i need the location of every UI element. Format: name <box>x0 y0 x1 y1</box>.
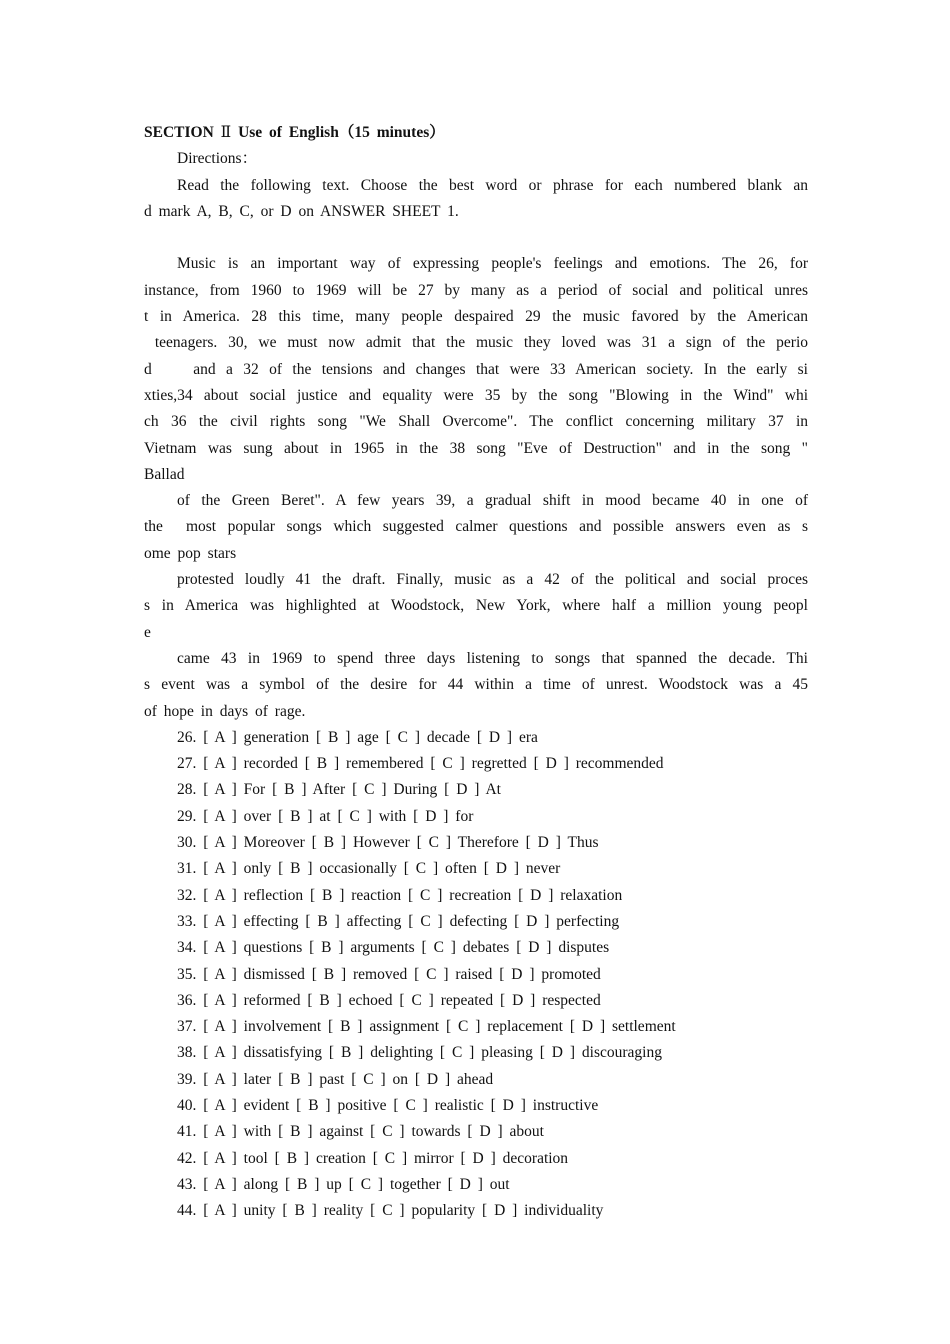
paragraph-gap <box>144 225 808 251</box>
option-row-32: 32. [ A ] reflection [ B ] reaction [ C ] recreation [ D ] relaxation <box>177 886 623 904</box>
passage <box>144 251 808 724</box>
passage-line: teenagers. 30, we must now admit that the music they loved was 31 a sign of the perio <box>144 334 808 352</box>
option-row-35: 35. [ A ] dismissed [ B ] removed [ C ] raised [ D ] promoted <box>177 965 601 983</box>
passage-line: of hope in days of rage. <box>144 702 306 720</box>
section-label: SECTION <box>144 124 214 141</box>
directions-line: Read the following text. Choose the best word or phrase for each numbered blank an <box>177 176 808 194</box>
passage-line: Music is an important way of expressing people's feelings and emotions. The 26, for <box>177 255 808 273</box>
passage-line: Vietnam was sung about in 1965 in the 38 song "Eve of Destruction" and in the song " <box>144 439 808 457</box>
section-roman-numeral: Ⅱ <box>220 124 232 141</box>
option-row-28: 28. [ A ] For [ B ] After [ C ] During [ D ] At <box>177 781 501 799</box>
document-page <box>144 120 808 1224</box>
directions-label: Directions： <box>177 150 258 168</box>
passage-line: protested loudly 41 the draft. Finally, music as a 42 of the political and social proces <box>177 571 808 589</box>
passage-line: ome pop stars <box>144 544 237 562</box>
option-row-38: 38. [ A ] dissatisfying [ B ] delighting [ C ] pleasing [ D ] discouraging <box>177 1044 662 1062</box>
passage-line: s in America was highlighted at Woodstock, New York, where half a million young peopl <box>144 597 808 615</box>
option-row-40: 40. [ A ] evident [ B ] positive [ C ] realistic [ D ] instructive <box>177 1096 599 1114</box>
answer-options-list <box>144 725 808 1225</box>
option-row-31: 31. [ A ] only [ B ] occasionally [ C ] often [ D ] never <box>177 860 561 878</box>
option-row-36: 36. [ A ] reformed [ B ] echoed [ C ] repeated [ D ] respected <box>177 991 601 1009</box>
option-row-42: 42. [ A ] tool [ B ] creation [ C ] mirror [ D ] decoration <box>177 1149 569 1167</box>
section-heading: Use of English（15 minutes） <box>238 124 445 141</box>
passage-line: ch 36 the civil rights song "We Shall Overcome". The conflict concerning military 37 in <box>144 413 808 431</box>
passage-line: e <box>144 623 151 641</box>
option-row-34: 34. [ A ] questions [ B ] arguments [ C ] debates [ D ] disputes <box>177 939 610 957</box>
passage-line: of the Green Beret". A few years 39, a gradual shift in mood became 40 in one of <box>177 492 808 510</box>
option-row-41: 41. [ A ] with [ B ] against [ C ] towards [ D ] about <box>177 1123 544 1141</box>
option-row-27: 27. [ A ] recorded [ B ] remembered [ C ] regretted [ D ] recommended <box>177 755 664 773</box>
passage-line: xties,34 about social justice and equality were 35 by the song "Blowing in the Wind" whi <box>144 386 808 404</box>
passage-line: Ballad <box>144 465 185 483</box>
option-row-44: 44. [ A ] unity [ B ] reality [ C ] popularity [ D ] individuality <box>177 1202 604 1220</box>
passage-line: d and a 32 of the tensions and changes that were 33 American society. In the early si <box>144 360 808 378</box>
passage-line: came 43 in 1969 to spend three days listening to songs that spanned the decade. Thi <box>177 649 808 667</box>
passage-line: s event was a symbol of the desire for 44 within a time of unrest. Woodstock was a 45 <box>144 676 808 694</box>
directions-line: d mark A, B, C, or D on ANSWER SHEET 1. <box>144 202 459 220</box>
option-row-39: 39. [ A ] later [ B ] past [ C ] on [ D ] ahead <box>177 1070 494 1088</box>
option-row-30: 30. [ A ] Moreover [ B ] However [ C ] Therefore [ D ] Thus <box>177 834 599 852</box>
option-row-29: 29. [ A ] over [ B ] at [ C ] with [ D ] for <box>177 807 474 825</box>
option-row-43: 43. [ A ] along [ B ] up [ C ] together [ D ] out <box>177 1175 510 1193</box>
passage-line: the most popular songs which suggested calmer questions and possible answers even as s <box>144 518 808 536</box>
option-row-37: 37. [ A ] involvement [ B ] assignment [ C ] replacement [ D ] settlement <box>177 1018 676 1036</box>
option-row-33: 33. [ A ] effecting [ B ] affecting [ C ] defecting [ D ] perfecting <box>177 912 620 930</box>
option-row-26: 26. [ A ] generation [ B ] age [ C ] decade [ D ] era <box>177 728 538 746</box>
passage-line: instance, from 1960 to 1969 will be 27 by many as a period of social and political unres <box>144 281 808 299</box>
passage-line: t in America. 28 this time, many people despaired 29 the music favored by the American <box>144 308 808 326</box>
section-title <box>144 120 808 146</box>
